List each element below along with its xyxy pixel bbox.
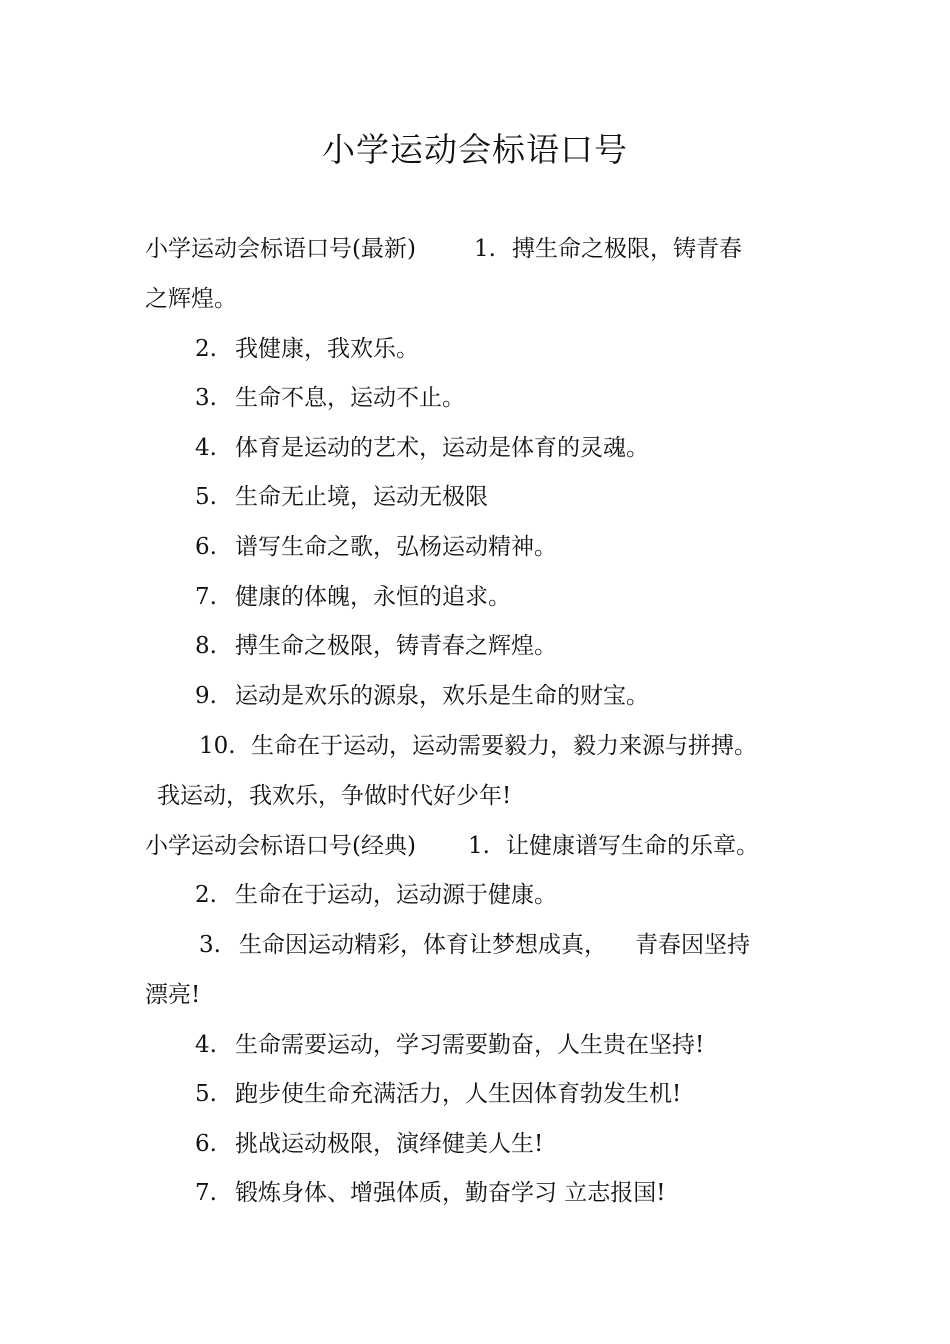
list-item-text: 生命在于运动，运动源于健康。 (235, 882, 557, 908)
list-item-text: 健康的体魄，永恒的追求。 (235, 584, 511, 610)
list-item (199, 730, 757, 762)
list-item-number: 8. (195, 633, 217, 659)
section1-heading-line (145, 233, 742, 265)
list-item-number: 5. (195, 1081, 217, 1107)
list-item-number: 4. (195, 1032, 217, 1058)
section2-heading-line (145, 830, 759, 862)
list-item-text-continued: 青春因坚持 (635, 932, 750, 958)
section1-item1-continuation: 之辉煌。 (145, 286, 237, 312)
list-item (195, 1078, 681, 1110)
list-item-number: 2. (195, 882, 217, 908)
section1-item1-text: 搏生命之极限，铸青春 (511, 236, 742, 262)
list-item-text: 生命不息，运动不止。 (235, 385, 465, 411)
list-item-number: 2. (195, 336, 217, 362)
list-item (195, 333, 419, 365)
list-item-text: 挑战运动极限，演绎健美人生! (235, 1131, 544, 1157)
list-item-number: 10. (199, 733, 236, 759)
list-item-number: 4. (195, 435, 217, 461)
list-item (195, 630, 557, 662)
list-item (195, 432, 649, 464)
list-item (195, 879, 557, 911)
section2-item3-continuation: 漂亮! (145, 982, 201, 1008)
list-item (195, 1177, 666, 1209)
list-item-number: 3. (199, 932, 221, 958)
section2-heading: 小学运动会标语口号(经典) (145, 833, 416, 859)
list-item-number: 7. (195, 1180, 217, 1206)
list-item (195, 1128, 543, 1160)
list-item (195, 1029, 704, 1061)
list-item (195, 581, 511, 613)
list-item-text: 锻炼身体、增强体质，勤奋学习 立志报国! (235, 1180, 666, 1206)
list-item-number: 6. (195, 1131, 217, 1157)
section2-item1-num: 1. (467, 833, 490, 859)
list-item-number: 5. (195, 484, 217, 510)
list-item-text: 体育是运动的艺术，运动是体育的灵魂。 (235, 435, 649, 461)
list-item-text: 生命在于运动，运动需要毅力，毅力来源与拼搏。 (251, 733, 757, 759)
list-item-number: 7. (195, 584, 217, 610)
section2-item1-text: 让健康谱写生命的乐章。 (505, 833, 759, 859)
section1-item1-num: 1. (473, 236, 496, 262)
list-item (195, 531, 557, 563)
list-item-text: 跑步使生命充满活力，人生因体育勃发生机! (235, 1081, 682, 1107)
list-item (195, 382, 465, 414)
list-item-text: 我健康，我欢乐。 (235, 336, 419, 362)
list-item (195, 481, 488, 513)
list-item-text: 运动是欢乐的源泉，欢乐是生命的财宝。 (235, 683, 649, 709)
list-item (195, 680, 649, 712)
document-title: 小学运动会标语口号 (322, 130, 628, 169)
section1-tail: 我运动，我欢乐，争做时代好少年! (157, 783, 512, 809)
list-item-number: 9. (195, 683, 217, 709)
list-item-number: 3. (195, 385, 217, 411)
list-item-text: 谱写生命之歌，弘杨运动精神。 (235, 534, 557, 560)
section1-heading: 小学运动会标语口号(最新) (145, 236, 416, 262)
list-item (199, 929, 750, 961)
list-item-text: 生命需要运动，学习需要勤奋，人生贵在坚持! (235, 1032, 705, 1058)
list-item-text: 生命因运动精彩，体育让梦想成真， (239, 932, 607, 958)
list-item-number: 6. (195, 534, 217, 560)
list-item-text: 搏生命之极限，铸青春之辉煌。 (235, 633, 557, 659)
list-item-text: 生命无止境，运动无极限 (235, 484, 488, 510)
